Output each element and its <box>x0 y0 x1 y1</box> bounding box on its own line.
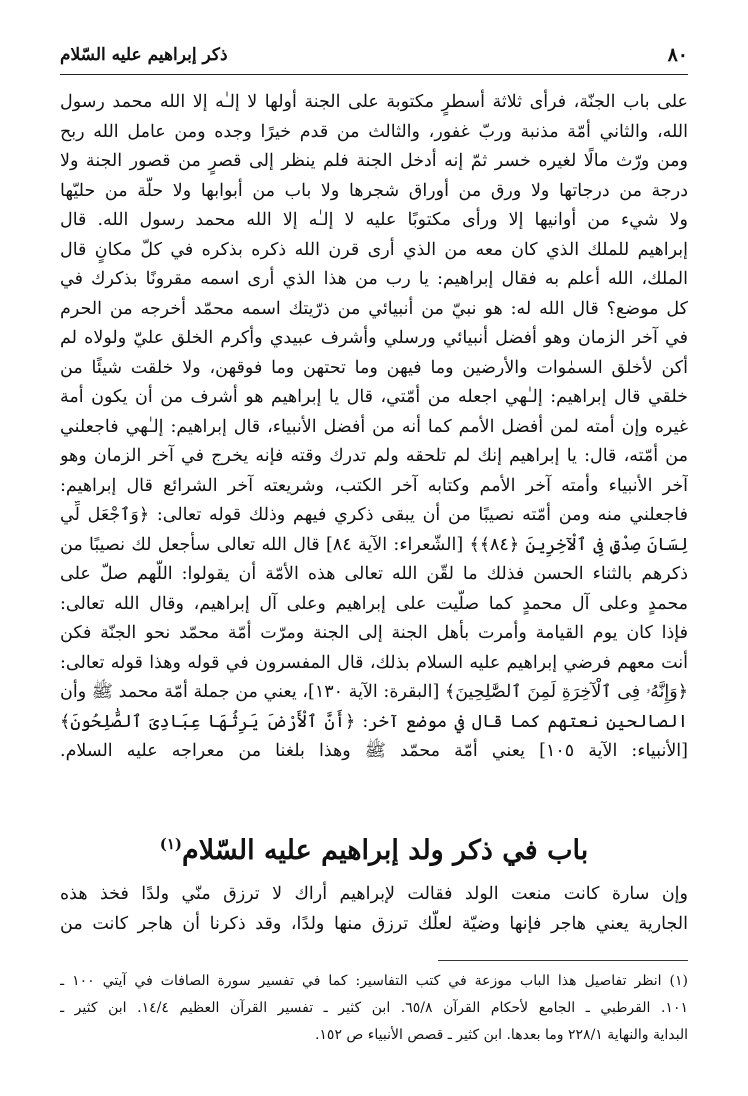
body-line: الملك، الله أعلم به فقال إبراهيم: يا رب من هذا الذي أرى اسمه مقرونًا بذكرك في <box>60 269 688 289</box>
section-heading <box>60 824 688 871</box>
running-head <box>60 40 688 70</box>
footnote-marker: (١) <box>159 835 182 853</box>
body-line: خلقي قال إبراهيم: إلـٰهي اجعله من أمّتي، قال يا إبراهيم هو أشرف من أن يكون أمة <box>60 387 688 407</box>
footnote-line: ١٠١. القرطبي ـ الجامع لأحكام القرآن ٦٥/٨. ابن كثير ـ تفسير القرآن العظيم ١٤/٤. ابن كثير ـ <box>60 1000 688 1016</box>
running-title: ذكر إبراهيم عليه السّلام <box>60 45 228 65</box>
section-body <box>60 880 688 939</box>
body-line: آخر الأنبياء وأمته آخر الأمم وكتابه آخر الكتب، وشريعته آخر الشرائع قال إبراهيم: <box>60 475 688 496</box>
footnote-line: البداية والنهاية ٢٢٨/١ وما بعدها. ابن كثير ـ قصص الأنبياء ص ١٥٢. <box>314 1027 688 1043</box>
footnotes <box>60 968 688 1049</box>
body-line: الله، والثاني أمّة مذنبة وربّ غفور، والثالث من قدم خيرًا وجده ومن عامل الله ربح <box>60 121 688 142</box>
body-line: درجة من درجاتها ولا ورق من أوراق شجرها ولا باب من أبوابها ولا حلّة من حليّها <box>60 180 688 201</box>
body-line: على باب الجنّة، فرأى ثلاثة أسطرٍ مكتوبة على الجنة أولها لا إلـٰه إلا الله محمد رسول <box>60 92 688 112</box>
body-line: فإذا كان يوم القيامة وأمرت بأهل الجنة إلى الجنة ومرّت أمّة محمّد نحو الجنّة فكن <box>60 623 688 643</box>
body-line: غيره وإن أمته لمن أفضل الأمم كما أنه من أفضل الأنبياء، قال إبراهيم: إلـٰهي فاجعلني <box>60 416 688 437</box>
body-line: ذكرهم بالثناء الحسن فذلك ما لقّن الله تعالى هذه الأمّة أن يقولوا: اللّهم صلّ على <box>60 564 688 584</box>
body-line: ومن ورّث مالًا لغيره خسر ثمّ إنه أدخل الجنة فلم ينظر إلى قصرٍ من قصور الجنة ولا <box>60 151 688 171</box>
body-line: كل موضع؟ قال الله له: هو نبيّ من أنبيائي من ذرّيتك اسمه محمّد أخرجه من الحرم <box>60 298 688 319</box>
body-line: فاجعلني منه ومن أمّته نصيبًا من أن يبقى ذكري فيهم وذلك قوله تعالى: ﴿وَٱجْعَل لِّي <box>60 505 688 525</box>
body-line: إبراهيم للملك الذي كان معه من الذي أرى قرن الله ذكره بذكره في كلّ مكانٍ قال <box>60 239 688 260</box>
body-line: من أمّته، قال: يا إبراهيم إنك لم تلحقه ولم تدرك وقته فإنه يخرج في آخر الزمان وهو <box>60 446 688 466</box>
header-rule <box>60 74 688 75</box>
body-line: أكن لأخلق السمٰوات والأرضين وما فيهن وما تحتهن وما فوقهن، ولا خلقت شيئًا من <box>60 357 688 378</box>
body-text <box>60 88 688 767</box>
body-line: وإن سارة كانت منعت الولد فقالت لإبراهيم أراك لا ترزق منّي ولدًا فخذ هذه <box>60 884 688 904</box>
footnote-rule <box>438 960 688 961</box>
body-line: محمدٍ وعلى آل محمدٍ كما صلّيت على إبراهيم وعلى آل إبراهيم، وقال الله تعالى: <box>60 593 688 614</box>
page-number: ٨٠ <box>667 44 688 66</box>
body-line: ولا شيء من أوانيها إلا ورأى مكتوبًا عليه لا إلـٰه إلا الله محمد رسول الله. قال <box>60 210 688 230</box>
footnote-line: (١) انظر تفاصيل هذا الباب موزعة في كتب التفاسير: كما في تفسير سورة الصافات في آيتي ١٠٠ ـ <box>60 973 688 989</box>
body-line: ﴿وَإِنَّهُۥ فِى ٱلْآخِرَةِ لَمِنَ ٱلصَّٰلِحِينَ﴾ [البقرة: الآية ١٣٠]، يعني من جملة أمّة محمد ﷺ وأن <box>60 682 688 702</box>
body-line: الجارية يعني هاجر فإنها وضيّة لعلّك ترزق منها ولدًا، وقد ذكرنا أن هاجر كانت من <box>60 913 688 934</box>
body-line: لِسَانَ صِدْقٍ فِى ٱلْآخِرِينَ ﴿٨٤﴾﴾ [الشّعراء: الآية ٨٤] قال الله تعالى سأجعل لك نصيبًا من <box>60 534 688 555</box>
section-heading-text: باب في ذكر ولد إبراهيم عليه السّلام <box>182 835 589 866</box>
body-line: أنت معهم فرضي إبراهيم عليه السلام بذلك، قال المفسرون في قوله وهذا قوله تعالى: <box>60 652 688 673</box>
body-line: الصالحين نعتهم كما قال في موضع آخر: ﴿أَنَّ ٱلْأَرْضَ يَرِثُهَا عِبَادِىَ ٱلصَّٰلِحُونَ﴾ <box>60 711 688 732</box>
body-line: [الأنبياء: الآية ١٠٥] يعني أمّة محمّد ﷺ وهذا بلغنا من معراجه عليه السلام. <box>60 741 688 761</box>
body-line: في آخر الزمان وهو أفضل أنبيائي ورسلي وأشرف عبيدي وأكرم الخلق عليّ ولولاه لم <box>60 328 688 348</box>
